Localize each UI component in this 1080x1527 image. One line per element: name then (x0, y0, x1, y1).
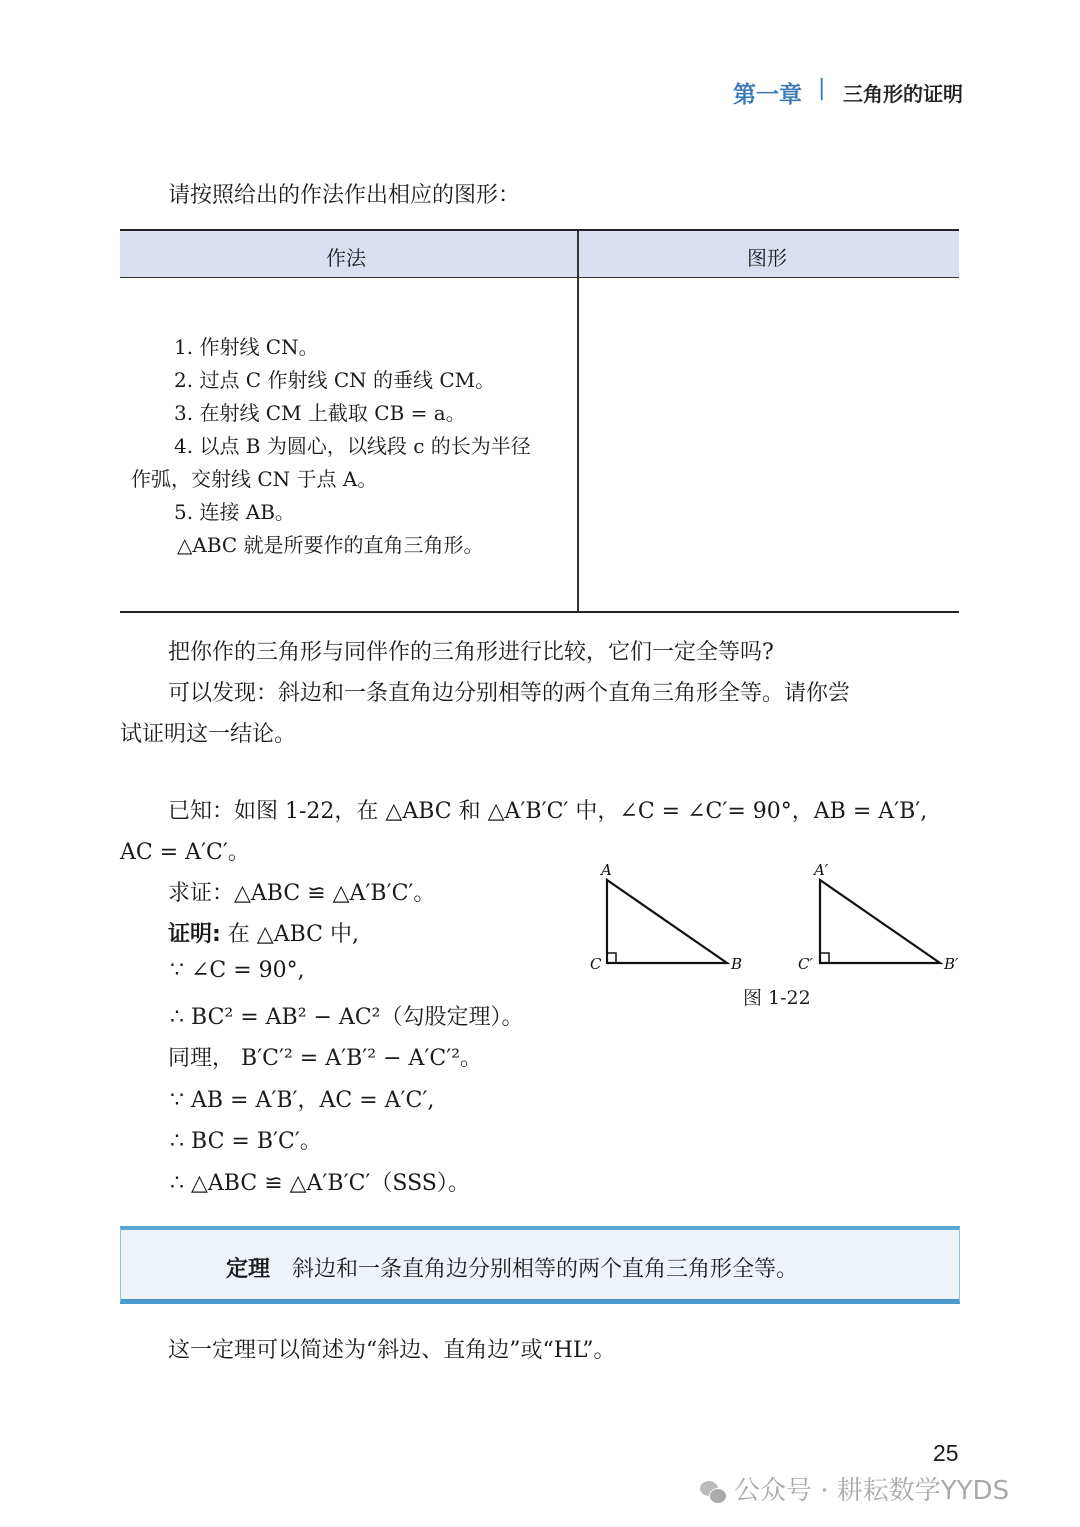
step: 5. 连接 AB。 (174, 500, 295, 524)
proof-line: 同理， B′C′² = A′B′² − A′C′²。 (168, 1046, 483, 1071)
label-c: C (590, 955, 602, 973)
proof-start-text: 在 △ABC 中, (220, 922, 360, 947)
proof-start (168, 917, 359, 948)
proof-line: ∵ ∠C = 90°, (170, 958, 305, 983)
proof-line: ∵ AB = A′B′，AC = A′C′, (170, 1088, 435, 1113)
label-b: B (731, 955, 743, 973)
given-line: 已知：如图 1-22，在 △ABC 和 △A′B′C′ 中，∠C = ∠C′= 90°，AB = A′B′, (168, 799, 928, 824)
header-method: 作法 (326, 246, 366, 270)
theorem-label: 定理 (226, 1257, 271, 1282)
label-a-prime: A′ (814, 861, 829, 879)
watermark-text: 公众号 · 耕耘数学YYDS (734, 1476, 1010, 1506)
wechat-icon (700, 1481, 726, 1503)
theorem-text: 斜边和一条直角边分别相等的两个直角三角形全等。 (292, 1257, 799, 1282)
table-header (120, 231, 959, 278)
instruction: 请按照给出的作法作出相应的图形： (168, 183, 521, 208)
proof-line: ∴ BC = B′C′。 (170, 1129, 322, 1154)
paragraph: 可以发现：斜边和一条直角边分别相等的两个直角三角形全等。请你尝 (168, 681, 851, 706)
label-a: A (601, 861, 612, 879)
triangle-abc-prime (820, 880, 940, 963)
prove-line: 求证：△ABC ≌ △A′B′C′。 (168, 881, 436, 906)
proof-line: ∴ △ABC ≌ △A′B′C′（SSS）。 (170, 1171, 470, 1196)
label-c-prime: C′ (798, 955, 813, 973)
triangle-abc (607, 880, 727, 963)
step: 1. 作射线 CN。 (174, 335, 319, 359)
column-divider (577, 231, 579, 611)
right-angle-mark (607, 953, 616, 963)
page-number: 25 (933, 1440, 959, 1466)
step: 4. 以点 B 为圆心，以线段 c 的长为半径 (174, 434, 531, 458)
theorem (226, 1252, 798, 1283)
step-conclusion: △ABC 就是所要作的直角三角形。 (177, 533, 484, 557)
step: 作弧，交射线 CN 于点 A。 (131, 467, 378, 491)
given-line: AC = A′C′。 (120, 840, 250, 865)
step: 2. 过点 C 作射线 CN 的垂线 CM。 (174, 368, 496, 392)
paragraph: 把你作的三角形与同伴作的三角形进行比较，它们一定全等吗? (168, 640, 774, 665)
proof-label: 证明: (168, 922, 221, 947)
chapter-title: 三角形的证明 (843, 82, 963, 106)
right-angle-mark (820, 953, 829, 963)
paragraph: 试证明这一结论。 (120, 722, 297, 747)
theorem-box (120, 1226, 960, 1304)
label-b-prime: B′ (944, 955, 959, 973)
header-separator: | (818, 76, 826, 101)
figure-caption: 图 1-22 (743, 987, 811, 1009)
figure-1-22 (580, 855, 980, 985)
summary: 这一定理可以简述为“斜边、直角边”或“HL”。 (168, 1338, 616, 1363)
header-figure: 图形 (747, 246, 787, 270)
chapter-label: 第一章 (733, 82, 802, 108)
proof-line: ∴ BC² = AB² − AC²（勾股定理）。 (170, 1005, 524, 1030)
watermark (700, 1470, 1009, 1507)
step: 3. 在射线 CM 上截取 CB = a。 (174, 401, 466, 425)
